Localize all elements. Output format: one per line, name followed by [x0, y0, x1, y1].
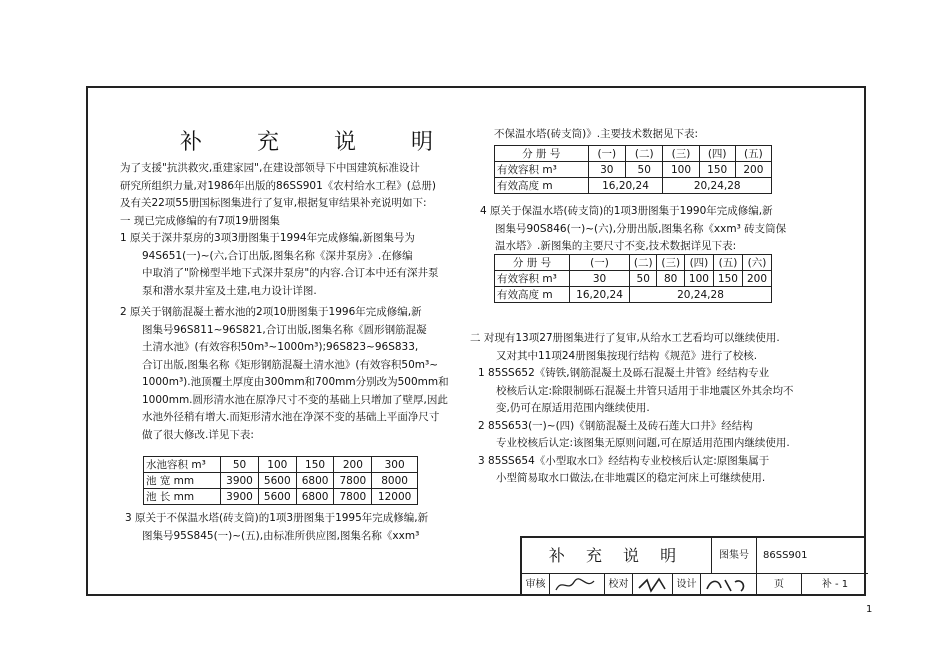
- check-label: 校对: [605, 574, 633, 596]
- item-4: 4 原关于保温水塔(砖支筒)的1项3册图集于1990年完成修编,新 图集号90S846(一)~(六),分册出版,图集名称《xxm³ 砖支筒保 温水塔》.新图集的主要尺寸不变,技术数据详见下表:: [480, 205, 787, 252]
- table-row: 有效容积 m³ 30 50 80 100 150 200: [495, 271, 772, 287]
- item-3-continued: 不保温水塔(砖支筒)》.主要技术数据见下表:: [494, 128, 699, 140]
- section-2-item-1: 1 85SS652《铸铁,钢筋混凝土及砾石混凝土井管》经结构专业 校核后认定:除限制砾石混凝土井管只适用于非地震区外其余均不 变,仍可在原适用范围内继续使用.: [478, 367, 794, 414]
- table-row: 分 册 号 (一) (二) (三) (四) (五): [495, 146, 772, 162]
- page-label: 页: [757, 574, 802, 596]
- table-row: 有效容积 m³ 30 50 100 150 200: [495, 162, 772, 178]
- item-3: 3 原关于不保温水塔(砖支筒)的1项3册图集于1995年完成修编,新 图集号95S845(一)~(五),由标准所供应图,图集名称《xxm³: [125, 512, 429, 542]
- signature-mark: [633, 574, 673, 596]
- atlas-number-label: 图集号: [712, 538, 757, 574]
- page-number: 1: [866, 604, 873, 615]
- design-label: 设计: [673, 574, 701, 596]
- item-1: 1 原关于深井泵房的3项3册图集于1994年完成修编,新图集号为 94S651(一)~(六,合订出版,图集名称《深井泵房》.在修编 中取消了"阶梯型半地下式深井泵房"的内容.合订本中还有深井泵 泵和潜水泵井室及土建,电力设计详图.: [120, 232, 439, 297]
- signature-mark: [701, 574, 757, 596]
- atlas-number: 86SS901: [757, 538, 868, 574]
- insulated-tower-table: [494, 254, 772, 303]
- check-signature: [633, 574, 673, 596]
- table-row: 池 宽 mm 3900 5600 6800 7800 8000: [144, 473, 418, 489]
- table-row: 水池容积 m³ 50 100 150 200 300: [144, 457, 418, 473]
- intro-paragraph: 为了支援"抗洪救灾,重建家园",在建设部领导下中国建筑标准设计 研究所组织力量,对1986年出版的86SS901《农村给水工程》(总册) 及有关22项55册国标图集进行了复审,根据复审结果补充说明如下: 一 现已完成修编的有7项19册图集 1 原关于深井泵房的3项3册图集于1994年完成修编,新图集号为 94S651(一)~(六,合订出版,图集名称《深井泵房》.在修编 中取消了"阶梯型半地下式深井泵房"的内容.合订本中还有深井泵 泵和潜水泵井室及土建,电力设计详图. 2 原关于钢筋混凝土蓄水池的2项10册图集于1996年完成修编,新 图集号96S811~96S821,合订出版,图集名称《圆形钢筋混凝 土清水池》(有效容积50m³~1000m³);96S823~96S833, 合订出版,图集名称《矩形钢筋混凝土清水池》(有效容积50m³~ 1000m³).池顶覆土厚度由300mm和700mm分别改为500mm和 1000mm.圆形清水池在原净尺寸不变的基础上只增加了壁厚,因此 水池外径稍有增大.而矩形清水池在净深不变的基础上平面净尺寸 做了很大修改.详见下表:: [120, 160, 449, 444]
- section-1-heading: 一 现已完成修编的有7项19册图集: [120, 214, 280, 227]
- section-2-item-2: 2 85S653(一)~(四)《钢筋混凝土及砖石莲大口井》经结构 专业校核后认定:该图集无原则问题,可在原适用范围内继续使用.: [478, 419, 790, 449]
- table-row: 有效高度 m 16,20,24 20,24,28: [495, 287, 772, 303]
- page-code: 补 - 1: [821, 579, 849, 590]
- page-title: 补 充 说 明: [180, 130, 457, 155]
- uninsulated-tower-table: [494, 145, 772, 194]
- design-signature: [701, 574, 757, 596]
- section-2: 二 对现有13项27册图集进行了复审,从给水工艺看均可以继续使用. 又对其中11项24册图集按现行结构《规范》进行了校核. 1 85SS652《铸铁,钢筋混凝土及砾石混凝土井管》经结构专业 校核后认定:除限制砾石混凝土井管只适用于非地震区外其余均不 变,仍可在原适用范围内继续使用. 2 85S653(一)~(四)《钢筋混凝土及砖石莲大口井》经结构 专业校核后认定:该图集无原则问题,可在原适用范围内继续使用. 3 85SS654《小型取水口》经结构专业校核后认定:原图集属于 小型简易取水口做法,在非地震区的稳定河床上可继续使用.: [470, 330, 794, 488]
- title-block: [520, 536, 866, 596]
- table-row: 有效高度 m 16,20,24 20,24,28: [495, 178, 772, 194]
- review-label: 审核: [522, 574, 550, 596]
- review-signature: [550, 574, 605, 596]
- signature-mark: [550, 574, 605, 596]
- table-row: 分 册 号 (一) (二) (三) (四) (五) (六): [495, 255, 772, 271]
- title-block-name: 补 充 说 明: [522, 538, 712, 574]
- section-2-item-3: 3 85SS654《小型取水口》经结构专业校核后认定:原图集属于 小型简易取水口做法,在非地震区的稳定河床上可继续使用.: [478, 454, 770, 484]
- table-row: 池 长 mm 3900 5600 6800 7800 12000: [144, 489, 418, 505]
- pool-size-table: [143, 456, 418, 505]
- item-2: 2 原关于钢筋混凝土蓄水池的2项10册图集于1996年完成修编,新 图集号96S811~96S821,合订出版,图集名称《圆形钢筋混凝 土清水池》(有效容积50m³~1000m³);96S823~96S833, 合订出版,图集名称《矩形钢筋混凝土清水池》(有效容积50m³~ 1000m³).池顶覆土厚度由300mm和700mm分别改为500mm和 1000mm.圆形清水池在原净尺寸不变的基础上只增加了壁厚,因此 水池外径稍有增大.而矩形清水池在净深不变的基础上平面净尺寸 做了很大修改.详见下表:: [120, 306, 449, 441]
